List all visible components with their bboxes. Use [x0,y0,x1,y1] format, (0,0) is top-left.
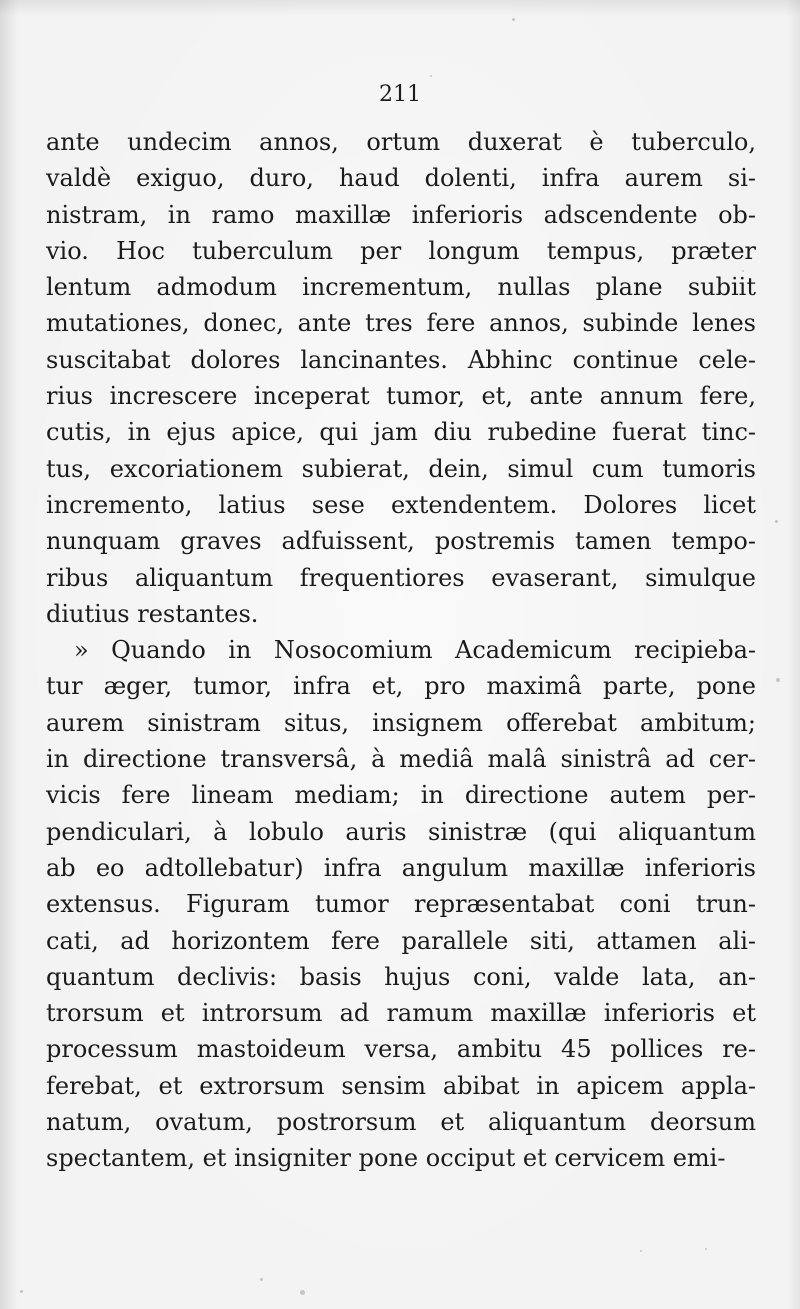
text-line: pendiculari, à lobulo auris sinistræ (qui aliquantum [46,817,756,846]
body-text [46,124,756,1177]
text-line: diutius restantes. [46,599,259,628]
paper-speck [640,1250,642,1252]
text-line: cutis, in ejus apice, qui jam diu rubedine fuerat tinc- [46,418,756,447]
text-line: spectantem, et insigniter pone occiput et cervicem emi- [46,1144,726,1173]
text-line: in directione transversâ, à mediâ malâ sinistrâ ad cer- [46,745,756,774]
text-line: lentum admodum incrementum, nullas plane subiit [46,273,756,302]
paper-speck [430,75,432,77]
paper-speck [742,270,744,272]
text-line: aurem sinistram situs, insignem offerebat ambitum; [46,708,756,737]
paper-speck [260,1278,263,1281]
paper-speck [776,678,780,682]
paper-speck [775,520,778,523]
text-line: ribus aliquantum frequentiores evaserant, simulque [46,563,756,592]
text-line: tus, excoriationem subierat, dein, simul cum tumoris [46,454,756,483]
paper-speck [20,1290,23,1293]
paper-speck [300,1290,305,1295]
text-line: vio. Hoc tuberculum per longum tempus, præter [46,236,756,265]
text-line: ferebat, et extrorsum sensim abibat in apicem appla- [46,1071,756,1100]
text-line: mutationes, donec, ante tres fere annos, subinde lenes [46,309,756,338]
text-line: quantum declivis: basis hujus coni, valde lata, an- [46,962,756,991]
text-line: incremento, latius sese extendentem. Dolores licet [46,490,756,519]
text-line: nistram, in ramo maxillæ inferioris adscendente ob- [46,200,756,229]
text-line: rius increscere inceperat tumor, et, ante annum fere, [46,382,756,411]
text-line: processum mastoideum versa, ambitu 45 pollices re- [46,1035,756,1064]
text-line: cati, ad horizontem fere parallele siti, attamen ali- [46,926,756,955]
text-line: » Quando in Nosocomium Academicum recipieba- [74,636,756,665]
text-line: suscitabat dolores lancinantes. Abhinc continue cele- [46,345,756,374]
text-line: tur æger, tumor, infra et, pro maximâ parte, pone [46,672,756,701]
text-line: extensus. Figuram tumor repræsentabat coni trun- [46,890,756,919]
page-number: 211 [379,82,421,107]
paper-speck [512,18,515,21]
text-line: nunquam graves adfuissent, postremis tamen tempo- [46,527,756,556]
text-line: natum, ovatum, postrorsum et aliquantum deorsum [46,1108,756,1137]
text-line: valdè exiguo, duro, haud dolenti, infra aurem si- [46,164,756,193]
text-line: ante undecim annos, ortum duxerat è tuberculo, [46,128,756,156]
text-line: ab eo adtollebatur) infra angulum maxillæ inferioris [46,853,756,882]
text-line: trorsum et introrsum ad ramum maxillæ inferioris et [46,999,756,1028]
text-line: vicis fere lineam mediam; in directione autem per- [46,781,756,810]
paper-speck [705,1248,707,1250]
